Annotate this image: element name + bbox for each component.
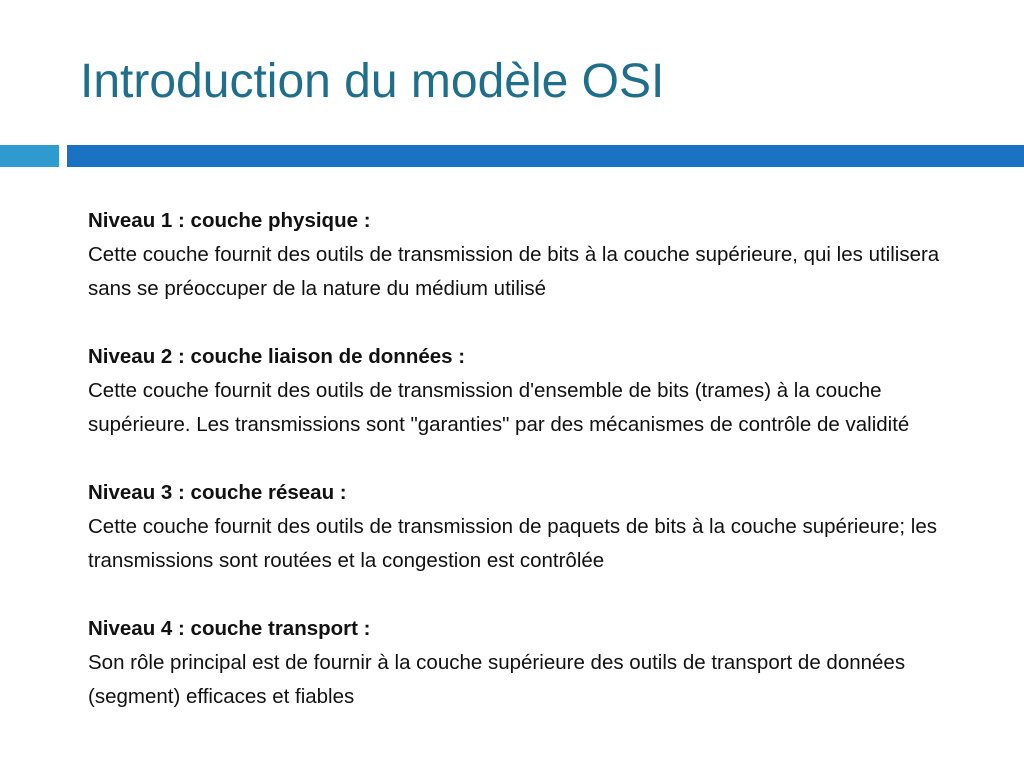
section-heading: Niveau 4 : couche transport : <box>88 617 371 640</box>
section-niveau-2 <box>88 340 988 442</box>
slide-content <box>88 204 988 714</box>
section-body: Cette couche fournit des outils de transmission de paquets de bits à la couche supérieure; les transmissions sont routées et la congestion est contrôlée <box>88 515 937 572</box>
section-heading: Niveau 1 : couche physique : <box>88 209 371 232</box>
section-body: Son rôle principal est de fournir à la couche supérieure des outils de transport de données (segment) efficaces et fiables <box>88 651 906 708</box>
title-accent-bar-left <box>0 145 59 167</box>
section-niveau-1 <box>88 204 988 306</box>
section-niveau-4 <box>88 612 988 714</box>
section-niveau-3 <box>88 476 988 578</box>
section-body: Cette couche fournit des outils de transmission de bits à la couche supérieure, qui les utilisera sans se préoccuper de la nature du médium utilisé <box>88 243 940 300</box>
slide-title: Introduction du modèle OSI <box>80 55 665 108</box>
section-heading: Niveau 2 : couche liaison de données : <box>88 345 466 368</box>
title-accent-bar-right <box>67 145 1024 167</box>
section-body: Cette couche fournit des outils de transmission d'ensemble de bits (trames) à la couche supérieure. Les transmissions sont "garanties" par des mécanismes de contrôle de validité <box>88 379 910 436</box>
section-heading: Niveau 3 : couche réseau : <box>88 481 347 504</box>
